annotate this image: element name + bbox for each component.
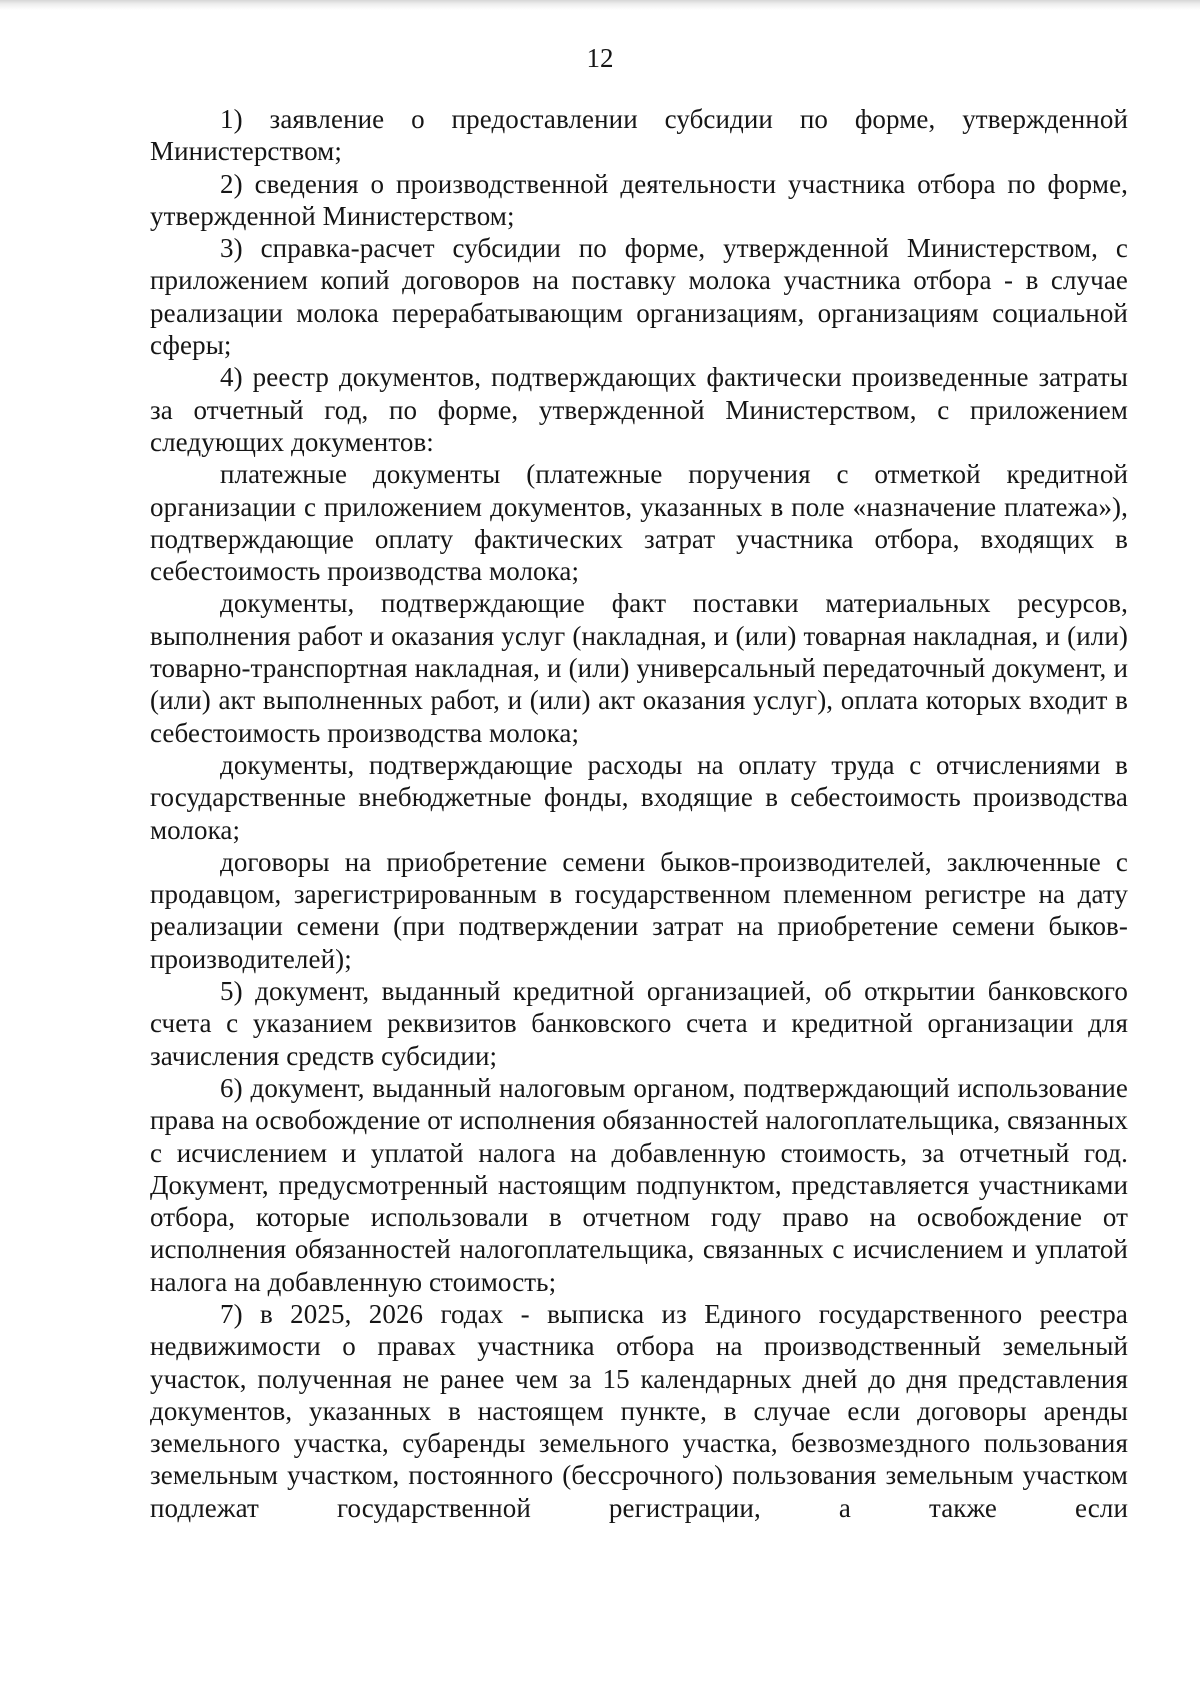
list-item-subsidy-calculation: 3) справка-расчет субсидии по форме, утвержденной Министерством, с приложением копий договоров на поставку молока участника отбора - в случае реализации молока перерабатывающим организациям, организациям социальной сферы; <box>150 233 1128 361</box>
sub-item-semen-contracts: договоры на приобретение семени быков-производителей, заключенные с продавцом, зарегистрированным в государственном племенном регистре на дату реализации семени (при подтверждении затрат на приобретение семени быков-производителей); <box>150 846 1128 974</box>
page-number: 12 <box>586 43 614 73</box>
list-item-production-info: 2) сведения о производственной деятельности участника отбора по форме, утвержденной Министерством; <box>150 168 1128 231</box>
sub-item-labor-documents: документы, подтверждающие расходы на оплату труда с отчислениями в государственные внебюджетные фонды, входящие в себестоимость производства молока; <box>150 749 1128 845</box>
sub-item-payment-documents: платежные документы (платежные поручения с отметкой кредитной организации с приложением документов, указанных в поле «назначение платежа»), подтверждающие оплату фактических затрат участника отбора, входящих в себестоимость производства молока; <box>150 459 1128 587</box>
list-item-expense-register: 4) реестр документов, подтверждающих фактически произведенные затраты за отчетный год, по форме, утвержденной Министерством, с приложением следующих документов: <box>150 362 1128 457</box>
list-item-land-registry: 7) в 2025, 2026 годах - выписка из Единого государственного реестра недвижимости о правах участника отбора на производственный земельный участок, полученная не ранее чем за 15 календарных дней до дня представления документов, указанных в настоящем пункте, в случае если договоры аренды земельного участка, субаренды земельного участка, безвозмездного пользования земельным участком, постоянного (бессрочного) пользования земельным участком подлежат государственной регистрации, а также если <box>150 1298 1128 1523</box>
list-item-tax-exemption: 6) документ, выданный налоговым органом, подтверждающий использование права на освобождение от исполнения обязанностей налогоплательщика, связанных с исчислением и уплатой налога на добавленную стоимость, за отчетный год. Документ, предусмотренный настоящим подпунктом, представляется участниками отбора, которые использовали в отчетном году право на освобождение от исполнения обязанностей налогоплательщика, связанных с исчислением и уплатой налога на добавленную стоимость; <box>150 1072 1128 1297</box>
document-body <box>150 103 1128 1524</box>
sub-item-supply-documents: документы, подтверждающие факт поставки материальных ресурсов, выполнения работ и оказания услуг (накладная, и (или) товарная накладная, и (или) товарно-транспортная накладная, и (или) универсальный передаточный документ, и (или) акт выполненных работ, и (или) акт оказания услуг), оплата которых входит в себестоимость производства молока; <box>150 588 1128 748</box>
list-item-bank-account: 5) документ, выданный кредитной организацией, об открытии банковского счета с указанием реквизитов банковского счета и кредитной организации для зачисления средств субсидии; <box>150 976 1128 1071</box>
list-item-application: 1) заявление о предоставлении субсидии по форме, утвержденной Министерством; <box>150 104 1128 167</box>
